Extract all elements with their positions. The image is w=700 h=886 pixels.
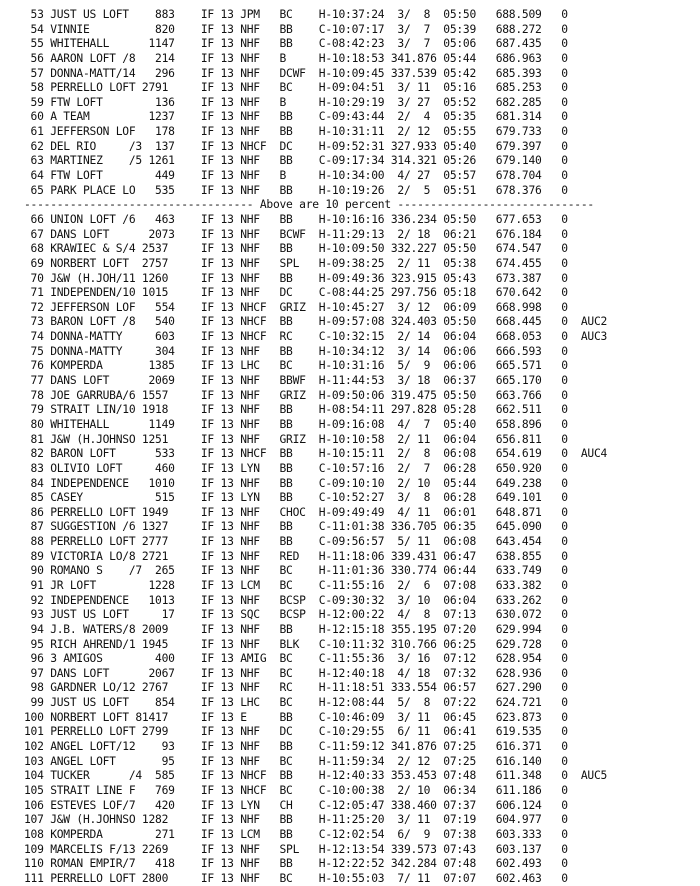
- result-row: 93 JUST US LOFT 17 IF 13 SQC BCSP H-12:00:22 4/ 8 07:13 630.072 0: [24, 608, 568, 622]
- result-row: 77 DANS LOFT 2069 IF 13 NHF BBWF H-11:44:53 3/ 18 06:37 665.170 0: [24, 374, 568, 388]
- result-row: 60 A TEAM 1237 IF 13 NHF BB C-09:43:44 2/ 4 05:35 681.314 0: [24, 110, 568, 124]
- result-row: 75 DONNA-MATTY 304 IF 13 NHF BB H-10:34:12 3/ 14 06:06 666.593 0: [24, 344, 568, 358]
- result-row: 72 JEFFERSON LOF 554 IF 13 NHCF GRIZ H-10:45:27 3/ 12 06:09 668.998 0: [24, 300, 568, 314]
- result-row: 103 ANGEL LOFT 95 IF 13 NHF BC H-11:59:34 2/ 12 07:25 616.140 0: [24, 754, 568, 768]
- result-row: 66 UNION LOFT /6 463 IF 13 NHF BB H-10:16:16 336.234 05:50 677.653 0: [24, 212, 568, 226]
- result-row: 94 J.B. WATERS/8 2009 IF 13 NHF BB H-12:15:18 355.195 07:20 629.994 0: [24, 622, 568, 636]
- result-row: 97 DANS LOFT 2067 IF 13 NHF BC H-12:40:18 4/ 18 07:32 628.936 0: [24, 666, 568, 680]
- result-row: 100 NORBERT LOFT 81417 IF 13 E BB C-10:46:09 3/ 11 06:45 623.873 0: [24, 710, 568, 724]
- result-row: 91 JR LOFT 1228 IF 13 LCM BC C-11:55:16 2/ 6 07:08 633.382 0: [24, 578, 568, 592]
- result-row: 76 KOMPERDA 1385 IF 13 LHC BC H-10:31:16 5/ 9 06:06 665.571 0: [24, 359, 568, 373]
- result-row: 71 INDEPENDEN/10 1015 IF 13 NHF DC C-08:44:25 297.756 05:18 670.642 0: [24, 286, 568, 300]
- result-lines: [0, 8, 700, 886]
- result-row: 65 PARK PLACE LO 535 IF 13 NHF BB H-10:19:26 2/ 5 05:51 678.376 0: [24, 183, 568, 197]
- result-row: 86 PERRELLO LOFT 1949 IF 13 NHF CHOC H-09:49:49 4/ 11 06:01 648.871 0: [24, 505, 568, 519]
- result-row: 108 KOMPERDA 271 IF 13 LCM BB C-12:02:54 6/ 9 07:38 603.333 0: [24, 827, 568, 841]
- result-row: 55 WHITEHALL 1147 IF 13 NHF BB C-08:42:23 3/ 7 05:06 687.435 0: [24, 37, 568, 51]
- result-row: 101 PERRELLO LOFT 2799 IF 13 NHF DC C-10:29:55 6/ 11 06:41 619.535 0: [24, 725, 568, 739]
- result-row: 110 ROMAN EMPIR/7 418 IF 13 NHF BB H-12:22:52 342.284 07:48 602.493 0: [24, 857, 568, 871]
- result-row: 64 FTW LOFT 449 IF 13 NHF B H-10:34:00 4/ 27 05:57 678.704 0: [24, 169, 568, 183]
- ten-percent-divider: ----------------------------------- Above are 10 percent ------------------------------: [24, 198, 594, 212]
- result-row: 84 INDEPENDENCE 1010 IF 13 NHF BB C-09:10:10 2/ 10 05:44 649.238 0: [24, 476, 568, 490]
- result-row: 58 PERRELLO LOFT 2791 IF 13 NHF BC H-09:04:51 3/ 11 05:16 685.253 0: [24, 81, 568, 95]
- result-row: 83 OLIVIO LOFT 460 IF 13 LYN BB C-10:57:16 2/ 7 06:28 650.920 0: [24, 461, 568, 475]
- result-row: 96 3 AMIGOS 400 IF 13 AMIG BC C-11:55:36 3/ 16 07:12 628.954 0: [24, 652, 568, 666]
- result-row: 99 JUST US LOFT 854 IF 13 LHC BC H-12:08:44 5/ 8 07:22 624.721 0: [24, 696, 568, 710]
- result-row: 80 WHITEHALL 1149 IF 13 NHF BB H-09:16:08 4/ 7 05:40 658.896 0: [24, 417, 568, 431]
- result-row: 89 VICTORIA LO/8 2721 IF 13 NHF RED H-11:18:06 339.431 06:47 638.855 0: [24, 549, 568, 563]
- result-row: 53 JUST US LOFT 883 IF 13 JPM BC H-10:37:24 3/ 8 05:50 688.509 0: [24, 8, 568, 21]
- result-row: 70 J&W (H.JOH/11 1260 IF 13 NHF BB H-09:49:36 323.915 05:43 673.387 0: [24, 271, 568, 285]
- result-row: 69 NORBERT LOFT 2757 IF 13 NHF SPL H-09:38:25 2/ 11 05:38 674.455 0: [24, 256, 568, 270]
- result-row: 61 JEFFERSON LOF 178 IF 13 NHF BB H-10:31:11 2/ 12 05:55 679.733 0: [24, 125, 568, 139]
- result-row: 106 ESTEVES LOF/7 420 IF 13 LYN CH C-12:05:47 338.460 07:37 606.124 0: [24, 798, 568, 812]
- result-row: 111 PERRELLO LOFT 2800 IF 13 NHF BC H-10:55:03 7/ 11 07:07 602.463 0: [24, 871, 568, 885]
- result-row: 81 J&W (H.JOHNSO 1251 IF 13 NHF GRIZ H-10:10:58 2/ 11 06:04 656.811 0: [24, 432, 568, 446]
- result-row: 57 DONNA-MATT/14 296 IF 13 NHF DCWF H-10:09:45 337.539 05:42 685.393 0: [24, 66, 568, 80]
- result-row: 78 JOE GARRUBA/6 1557 IF 13 NHF GRIZ H-09:50:06 319.475 05:50 663.766 0: [24, 388, 568, 402]
- result-row: 54 VINNIE 820 IF 13 NHF BB C-10:07:17 3/ 7 05:39 688.272 0: [24, 22, 568, 36]
- result-row: 92 INDEPENDENCE 1013 IF 13 NHF BCSP C-09:30:32 3/ 10 06:04 633.262 0: [24, 593, 568, 607]
- result-row: 85 CASEY 515 IF 13 LYN BB C-10:52:27 3/ 8 06:28 649.101 0: [24, 491, 568, 505]
- result-row: 109 MARCELIS F/13 2269 IF 13 NHF SPL H-12:13:54 339.573 07:43 603.137 0: [24, 842, 568, 856]
- result-row: 59 FTW LOFT 136 IF 13 NHF B H-10:29:19 3/ 27 05:52 682.285 0: [24, 95, 568, 109]
- result-row: 67 DANS LOFT 2073 IF 13 NHF BCWF H-11:29:13 2/ 18 06:21 676.184 0: [24, 227, 568, 241]
- result-row: 88 PERRELLO LOFT 2777 IF 13 NHF BB C-09:56:57 5/ 11 06:08 643.454 0: [24, 535, 568, 549]
- result-row: 56 AARON LOFT /8 214 IF 13 NHF B H-10:18:53 341.876 05:44 686.963 0: [24, 51, 568, 65]
- result-row: 73 BARON LOFT /8 540 IF 13 NHCF BB H-09:57:08 324.403 05:50 668.445 0 AUC2: [24, 315, 608, 329]
- result-row: 104 TUCKER /4 585 IF 13 NHCF BB H-12:40:33 353.453 07:48 611.348 0 AUC5: [24, 769, 608, 783]
- result-row: 62 DEL RIO /3 137 IF 13 NHCF DC H-09:52:31 327.933 05:40 679.397 0: [24, 139, 568, 153]
- result-row: 107 J&W (H.JOHNSO 1282 IF 13 NHF BB H-11:25:20 3/ 11 07:19 604.977 0: [24, 813, 568, 827]
- result-row: 82 BARON LOFT 533 IF 13 NHCF BB H-10:15:11 2/ 8 06:08 654.619 0 AUC4: [24, 447, 608, 461]
- result-row: 74 DONNA-MATTY 603 IF 13 NHCF RC C-10:32:15 2/ 14 06:04 668.053 0 AUC3: [24, 330, 608, 344]
- result-row: 98 GARDNER LO/12 2767 IF 13 NHF RC H-11:18:51 333.554 06:57 627.290 0: [24, 681, 568, 695]
- result-row: 63 MARTINEZ /5 1261 IF 13 NHF BB C-09:17:34 314.321 05:26 679.140 0: [24, 154, 568, 168]
- result-row: 79 STRAIT LIN/10 1918 IF 13 NHF BB H-08:54:11 297.828 05:28 662.511 0: [24, 403, 568, 417]
- result-row: 87 SUGGESTION /6 1327 IF 13 NHF BB C-11:01:38 336.705 06:35 645.090 0: [24, 520, 568, 534]
- result-row: 95 RICH AHREND/1 1945 IF 13 NHF BLK C-10:11:32 310.766 06:25 629.728 0: [24, 637, 568, 651]
- result-row: 105 STRAIT LINE F 769 IF 13 NHCF BC C-10:00:38 2/ 10 06:34 611.186 0: [24, 783, 568, 797]
- result-row: 68 KRAWIEC & S/4 2537 IF 13 NHF BB H-10:09:50 332.227 05:50 674.547 0: [24, 242, 568, 256]
- result-row: 90 ROMANO S /7 265 IF 13 NHF BC H-11:01:36 330.774 06:44 633.749 0: [24, 564, 568, 578]
- result-row: 102 ANGEL LOFT/12 93 IF 13 NHF BB C-11:59:12 341.876 07:25 616.371 0: [24, 740, 568, 754]
